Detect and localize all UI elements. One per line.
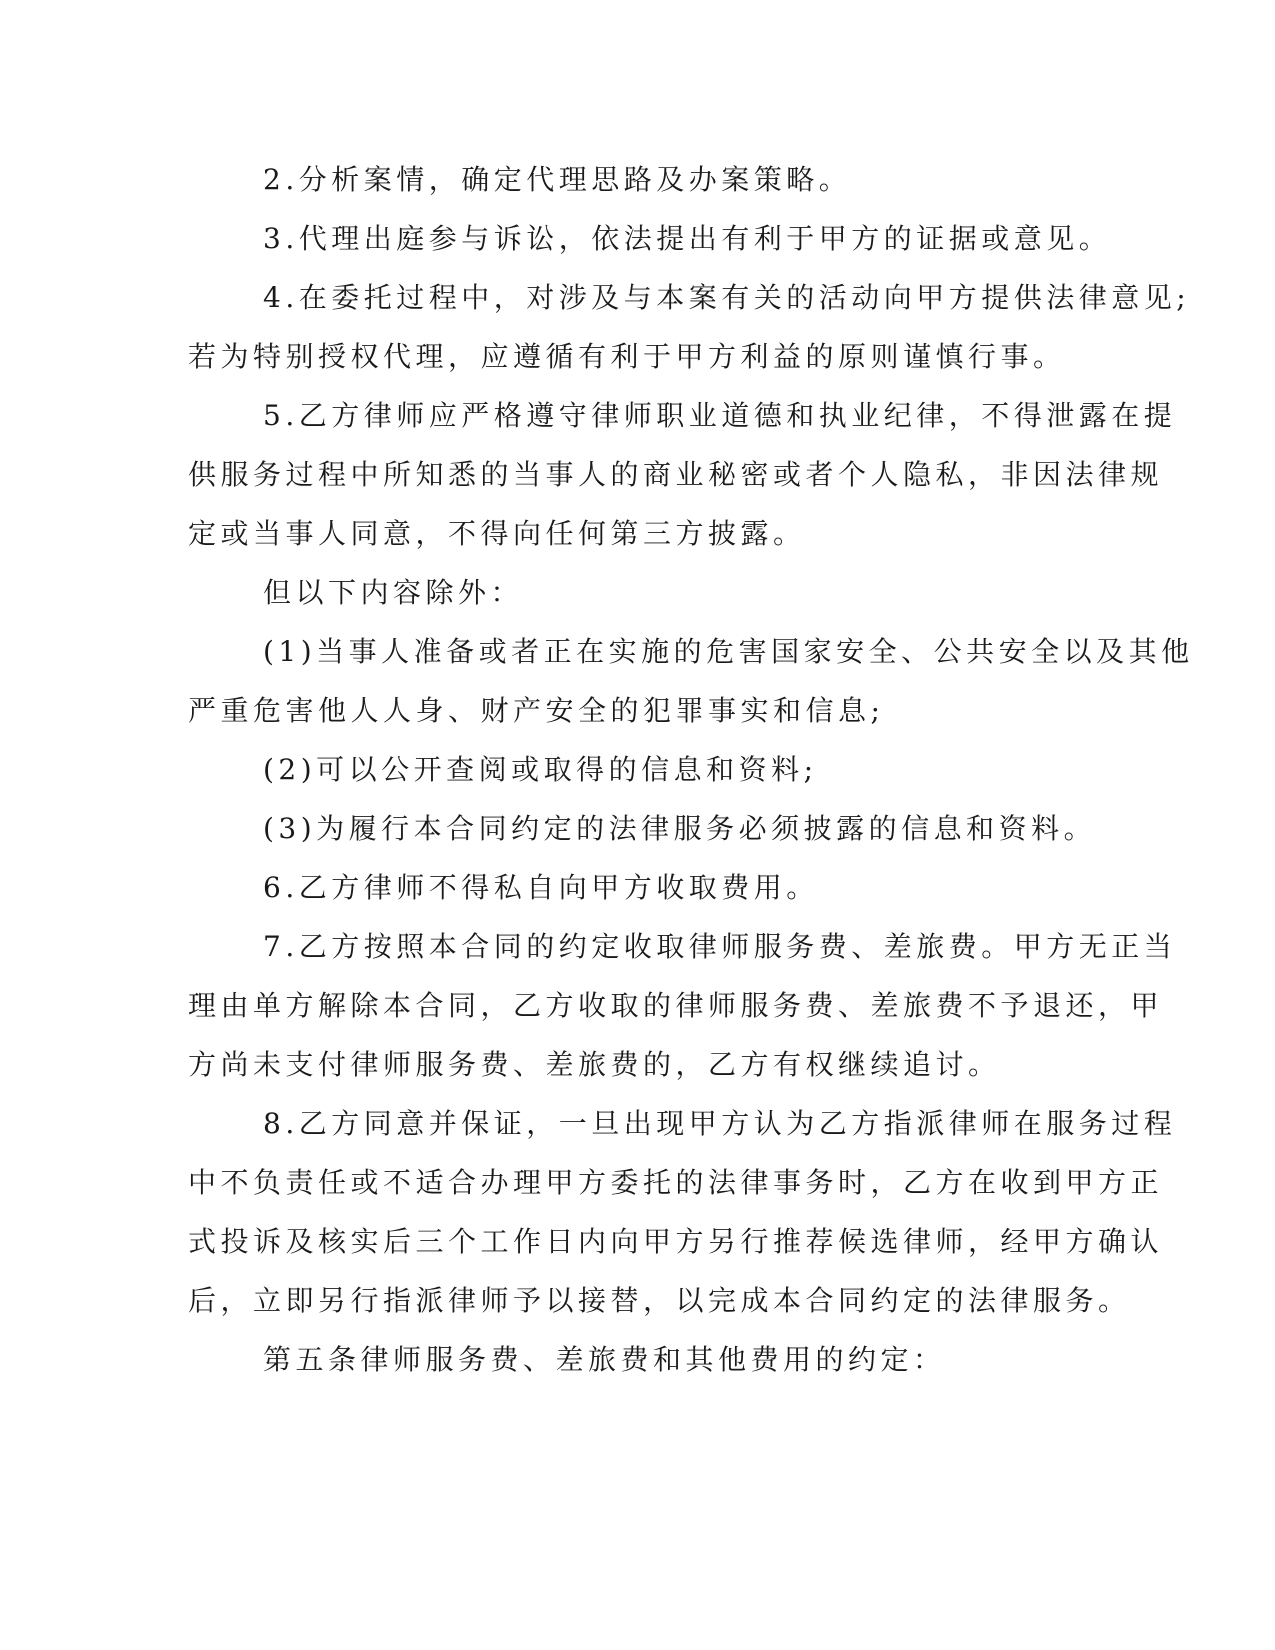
paragraph-item-4-line-2: 若为特别授权代理，应遵循有利于甲方利益的原则谨慎行事。 — [188, 340, 1066, 373]
exception-2: (2)可以公开查阅或取得的信息和资料; — [263, 753, 818, 786]
paragraph-item-3: 3.代理出庭参与诉讼，依法提出有利于甲方的证据或意见。 — [263, 222, 1112, 255]
paragraph-item-8-line-4: 后，立即另行指派律师予以接替，以完成本合同约定的法律服务。 — [188, 1284, 1131, 1317]
paragraph-item-7-line-3: 方尚未支付律师服务费、差旅费的，乙方有权继续追讨。 — [188, 1048, 1001, 1081]
paragraph-item-2: 2.分析案情，确定代理思路及办案策略。 — [263, 163, 852, 196]
paragraph-item-8-line-3: 式投诉及核实后三个工作日内向甲方另行推荐候选律师，经甲方确认 — [188, 1225, 1164, 1258]
exception-1-line-1: (1)当事人准备或者正在实施的危害国家安全、公共安全以及其他 — [263, 635, 1194, 668]
exception-3: (3)为履行本合同约定的法律服务必须披露的信息和资料。 — [263, 812, 1097, 845]
section-heading-article-5: 第五条律师服务费、差旅费和其他费用的约定： — [263, 1343, 946, 1376]
paragraph-item-5-line-1: 5.乙方律师应严格遵守律师职业道德和执业纪律，不得泄露在提 — [263, 399, 1177, 432]
paragraph-exceptions-intro: 但以下内容除外： — [263, 576, 524, 609]
paragraph-item-8-line-1: 8.乙方同意并保证，一旦出现甲方认为乙方指派律师在服务过程 — [263, 1107, 1177, 1140]
paragraph-item-7-line-1: 7.乙方按照本合同的约定收取律师服务费、差旅费。甲方无正当 — [263, 930, 1177, 963]
paragraph-item-7-line-2: 理由单方解除本合同，乙方收取的律师服务费、差旅费不予退还，甲 — [188, 989, 1164, 1022]
paragraph-item-4-line-1: 4.在委托过程中，对涉及与本案有关的活动向甲方提供法律意见; — [263, 281, 1191, 314]
exception-1-line-2: 严重危害他人人身、财产安全的犯罪事实和信息; — [188, 694, 885, 727]
paragraph-item-8-line-2: 中不负责任或不适合办理甲方委托的法律事务时，乙方在收到甲方正 — [188, 1166, 1164, 1199]
paragraph-item-5-line-3: 定或当事人同意，不得向任何第三方披露。 — [188, 517, 806, 550]
paragraph-item-6: 6.乙方律师不得私自向甲方收取费用。 — [263, 871, 819, 904]
paragraph-item-5-line-2: 供服务过程中所知悉的当事人的商业秘密或者个人隐私，非因法律规 — [188, 458, 1164, 491]
